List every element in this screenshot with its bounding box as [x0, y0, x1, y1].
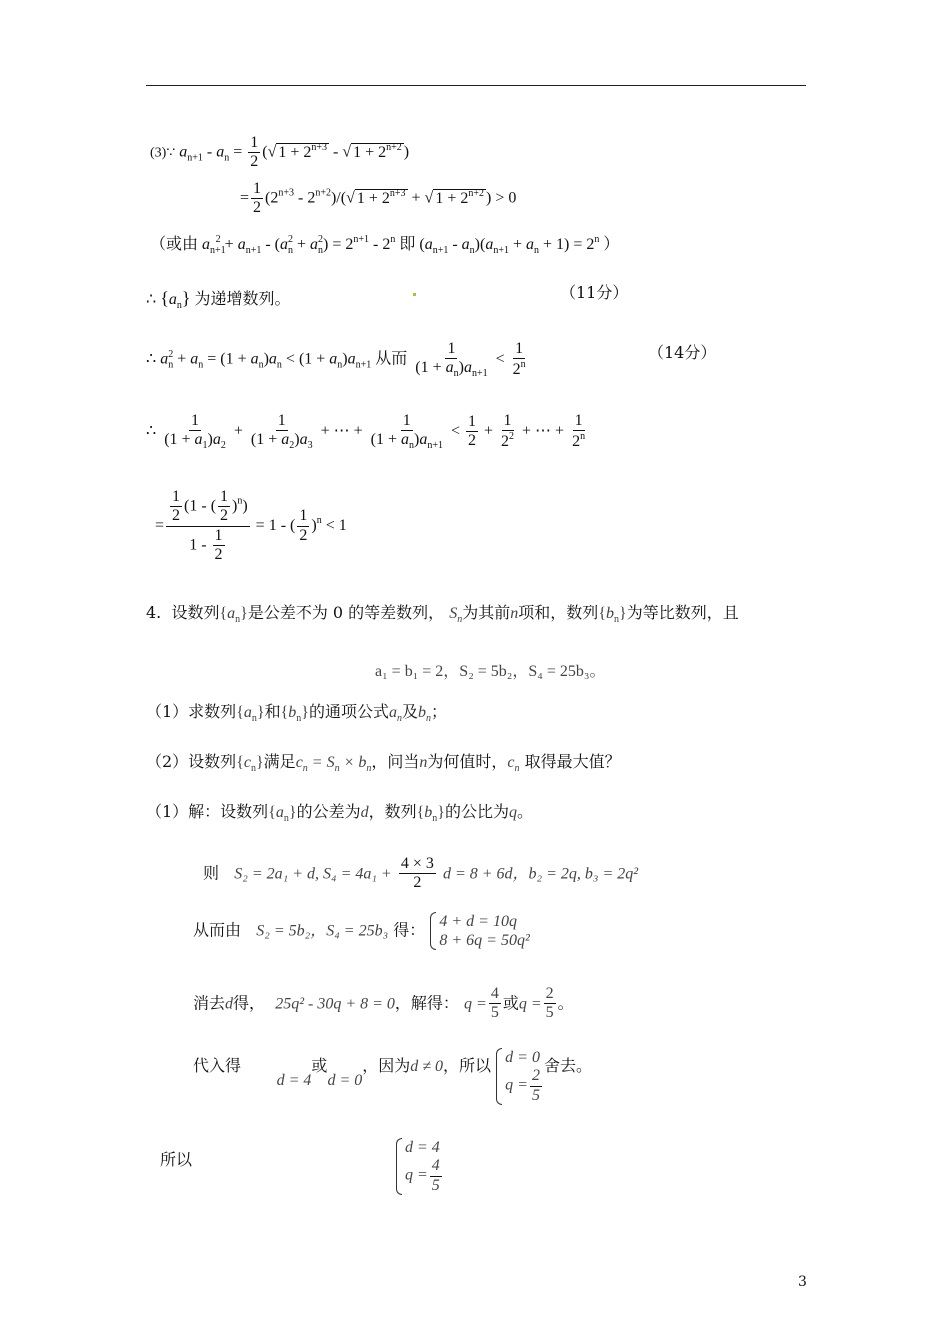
stray-dot [413, 293, 416, 296]
final-label: 所以 [160, 1150, 193, 1169]
increasing-text: 为递增数列。 [194, 291, 291, 308]
problem4-part2: （2）设数列$\{c_n\}$满足$c_n = S_n \times b_n$，问当n为何值时，$c_n$ 取得最大值？ [146, 752, 621, 774]
increasing-line: ∴ $\{a_n\}$ 为递增数列。 [146, 288, 291, 311]
substitute-line: 代入得 d = 4或d = 0，因为d ≠ 0，所以 d = 0 q = $\frac{2}{5}$ 舍去。 [193, 1049, 592, 1104]
score-14: （14分） [648, 343, 717, 362]
score-11: （11分） [560, 283, 629, 302]
therefore-symbol: ∴ [146, 291, 157, 308]
inequality-line: ∴ $a_n^2 + a_n = (1 + a_n)a_n < (1 + a_n)a_{n+1}$ 从而 $\frac{1}{(1 + a_n)a_{n+1}}$ < $\frac{1}{2^n}$ [146, 340, 526, 380]
system-rejected: d = 0 q = $\frac{2}{5}$ [496, 1048, 544, 1105]
or-by-label: （或由 [150, 236, 199, 253]
problem4-conditions: a₁ = b₁ = 2，S₂ = 5b₂，S₄ = 25b₃。 [375, 663, 606, 680]
sum-line: ∴ $\frac{1}{(1 + a_1)a_2}$ + $\frac{1}{(1 + a_2)a_3}$ + ⋯ + $\frac{1}{(1 + a_n)a_{n+1}}$ < $\frac{1}{2}$ + $\frac{1}{2^2}$ + ⋯ + $\frac{1}{2^n}$ [146, 412, 586, 452]
solution-intro: （1）解：设数列$\{a_n\}$的公差为d，数列$\{b_n\}$的公比为q。 [146, 802, 533, 824]
alt-derivation-line: （或由 $a_{n+1}^2 + a_{n+1} - (a_n^2 + a_n^2) = 2^{n+1} - 2^n$ 即 $(a_{n+1} - a_n)(a_{n+1} + a_n + 1) = 2^n$ ） [150, 234, 620, 256]
close-paren: ） [603, 236, 620, 253]
page-number: 3 [798, 1274, 807, 1290]
ji-label: 即 [399, 236, 416, 253]
problem4-number: 4. [146, 603, 162, 622]
system-equations-1: 4 + d = 10q 8 + 6q = 50q² [430, 912, 529, 950]
congeryou-line: 从而由 S₂ = 5b₂，S₄ = 25b₃ 得： 4 + d = 10q 8 + 6q = 50q² [193, 913, 530, 950]
final-system: d = 4 q = $\frac{4}{5}$ [396, 1138, 444, 1195]
eliminate-line: 消去d得， 25q² - 30q + 8 = 0，解得： q = $\frac{4}{5}$ 或q = $\frac{2}{5}$ 。 [193, 985, 574, 1022]
congre-label: 从而 [375, 350, 408, 368]
part-three-because: (3)∵ [150, 145, 176, 161]
header-rule [146, 85, 806, 86]
geometric-sum-line: = $\frac{1}{2}$ (1 - ( $\frac{1}{2}$ )$^n$) 1 - $\frac{1}{2}$ = 1 - ( $\frac{1}{2}$ )$^n$ < 1 [155, 488, 347, 564]
problem4-statement: 4. 设数列$\{a_n\}$是公差不为 0 的等差数列， $S_n$为其前n项和，数列$\{b_n\}$为等比数列，且 [146, 603, 739, 625]
problem4-part1: （1）求数列$\{a_n\}$和$\{b_n\}$的通项公式$a_n$及$b_n$； [146, 702, 447, 724]
s3-line1: (3)∵ $a_{n+1} - a_n$ = $\frac{1}{2}$ (√ $1 + 2^{n+3}$ - √ $1 + 2^{n+2}$ ) [150, 134, 410, 171]
s3-line2: = $\frac{1}{2}$ $(2^{n+3} - 2^{n+2})/(√$ $1 + 2^{n+3}$ + √ $1 + 2^{n+2}$ ) > 0 [240, 180, 517, 217]
ze-line: 则 S₂ = 2a₁ + d, S₄ = 4a₁ + $\frac{4 \times 3}{2}$ d = 8 + 6d，b₂ = 2q, b₃ = 2q² [203, 855, 639, 892]
